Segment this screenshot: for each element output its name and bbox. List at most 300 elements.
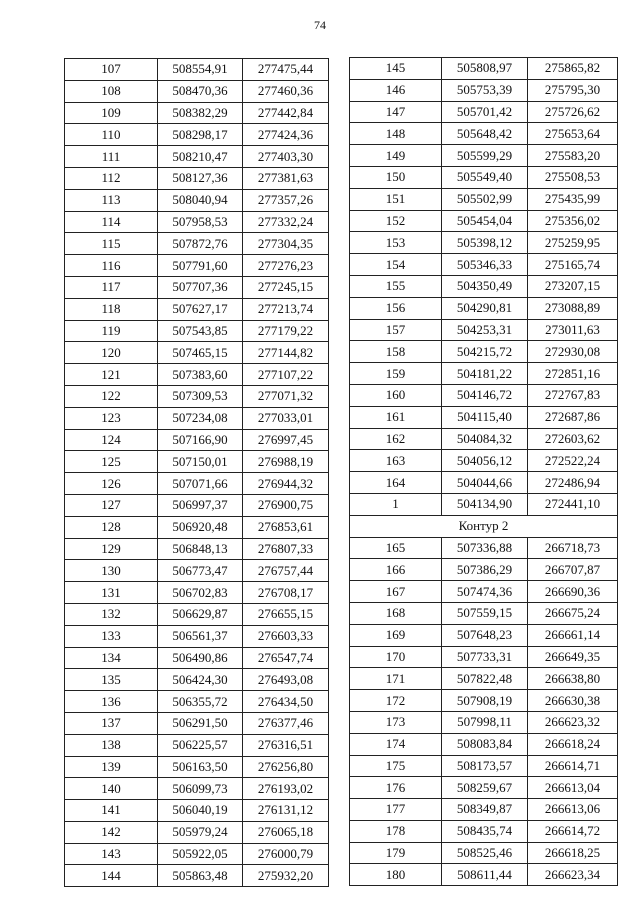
y-coordinate-cell: 272851,16 <box>528 363 618 385</box>
y-coordinate-cell: 277332,24 <box>243 211 329 233</box>
point-number-cell: 180 <box>350 864 442 886</box>
point-number-cell: 122 <box>65 385 158 407</box>
y-coordinate-cell: 266690,36 <box>528 581 618 603</box>
point-number-cell: 157 <box>350 319 442 341</box>
y-coordinate-cell: 266613,04 <box>528 777 618 799</box>
x-coordinate-cell: 508259,67 <box>442 777 528 799</box>
y-coordinate-cell: 266638,80 <box>528 668 618 690</box>
coordinates-table-right-body-part2 <box>350 537 618 886</box>
point-number-cell: 118 <box>65 298 158 320</box>
point-number-cell: 142 <box>65 821 158 843</box>
x-coordinate-cell: 508435,74 <box>442 820 528 842</box>
point-number-cell: 178 <box>350 820 442 842</box>
point-number-cell: 173 <box>350 711 442 733</box>
y-coordinate-cell: 276655,15 <box>243 603 329 625</box>
y-coordinate-cell: 272441,10 <box>528 493 618 515</box>
table-row <box>350 777 618 799</box>
y-coordinate-cell: 277276,23 <box>243 255 329 277</box>
y-coordinate-cell: 266618,24 <box>528 733 618 755</box>
y-coordinate-cell: 276256,80 <box>243 756 329 778</box>
point-number-cell: 164 <box>350 472 442 494</box>
point-number-cell: 115 <box>65 233 158 255</box>
section-header-row <box>350 515 618 537</box>
y-coordinate-cell: 272930,08 <box>528 341 618 363</box>
table-row <box>65 385 329 407</box>
table-row <box>350 537 618 559</box>
point-number-cell: 171 <box>350 668 442 690</box>
x-coordinate-cell: 508554,91 <box>158 59 243 81</box>
table-row <box>65 843 329 865</box>
table-row <box>65 538 329 560</box>
point-number-cell: 144 <box>65 865 158 887</box>
y-coordinate-cell: 277179,22 <box>243 320 329 342</box>
x-coordinate-cell: 505753,39 <box>442 79 528 101</box>
y-coordinate-cell: 275795,30 <box>528 79 618 101</box>
x-coordinate-cell: 506424,30 <box>158 669 243 691</box>
x-coordinate-cell: 506997,37 <box>158 494 243 516</box>
coordinates-table-right <box>349 57 618 886</box>
x-coordinate-cell: 505398,12 <box>442 232 528 254</box>
y-coordinate-cell: 277442,84 <box>243 102 329 124</box>
table-row <box>350 341 618 363</box>
table-row <box>350 450 618 472</box>
point-number-cell: 179 <box>350 842 442 864</box>
y-coordinate-cell: 275508,53 <box>528 166 618 188</box>
y-coordinate-cell: 266675,24 <box>528 602 618 624</box>
table-row <box>350 624 618 646</box>
y-coordinate-cell: 276988,19 <box>243 451 329 473</box>
y-coordinate-cell: 277144,82 <box>243 342 329 364</box>
table-row <box>350 275 618 297</box>
table-row <box>65 778 329 800</box>
point-number-cell: 176 <box>350 777 442 799</box>
table-row <box>350 123 618 145</box>
x-coordinate-cell: 504350,49 <box>442 275 528 297</box>
x-coordinate-cell: 506561,37 <box>158 625 243 647</box>
table-row <box>350 559 618 581</box>
x-coordinate-cell: 507648,23 <box>442 624 528 646</box>
x-coordinate-cell: 506225,57 <box>158 734 243 756</box>
point-number-cell: 156 <box>350 297 442 319</box>
table-row <box>65 451 329 473</box>
x-coordinate-cell: 507559,15 <box>442 602 528 624</box>
x-coordinate-cell: 504290,81 <box>442 297 528 319</box>
y-coordinate-cell: 275259,95 <box>528 232 618 254</box>
table-row <box>65 494 329 516</box>
page-number: 74 <box>314 18 326 32</box>
x-coordinate-cell: 505346,33 <box>442 254 528 276</box>
table-row <box>350 755 618 777</box>
y-coordinate-cell: 277107,22 <box>243 364 329 386</box>
table-row <box>350 145 618 167</box>
table-row <box>350 319 618 341</box>
y-coordinate-cell: 277213,74 <box>243 298 329 320</box>
point-number-cell: 145 <box>350 58 442 80</box>
point-number-cell: 113 <box>65 189 158 211</box>
x-coordinate-cell: 504084,32 <box>442 428 528 450</box>
table-row <box>350 842 618 864</box>
point-number-cell: 128 <box>65 516 158 538</box>
x-coordinate-cell: 505454,04 <box>442 210 528 232</box>
x-coordinate-cell: 506040,19 <box>158 800 243 822</box>
y-coordinate-cell: 276547,74 <box>243 647 329 669</box>
table-row <box>65 255 329 277</box>
point-number-cell: 117 <box>65 276 158 298</box>
y-coordinate-cell: 276997,45 <box>243 429 329 451</box>
y-coordinate-cell: 276757,44 <box>243 560 329 582</box>
table-row <box>350 101 618 123</box>
point-number-cell: 139 <box>65 756 158 778</box>
point-number-cell: 150 <box>350 166 442 188</box>
table-row <box>65 800 329 822</box>
y-coordinate-cell: 266649,35 <box>528 646 618 668</box>
contour-section <box>350 515 618 537</box>
y-coordinate-cell: 275165,74 <box>528 254 618 276</box>
x-coordinate-cell: 505502,99 <box>442 188 528 210</box>
table-row <box>350 472 618 494</box>
point-number-cell: 166 <box>350 559 442 581</box>
table-row <box>65 342 329 364</box>
x-coordinate-cell: 504115,40 <box>442 406 528 428</box>
table-row <box>350 690 618 712</box>
y-coordinate-cell: 277475,44 <box>243 59 329 81</box>
y-coordinate-cell: 277424,36 <box>243 124 329 146</box>
point-number-cell: 177 <box>350 799 442 821</box>
table-row <box>350 254 618 276</box>
table-row <box>65 407 329 429</box>
section-header: Контур 2 <box>350 515 618 537</box>
x-coordinate-cell: 507822,48 <box>442 668 528 690</box>
point-number-cell: 168 <box>350 602 442 624</box>
y-coordinate-cell: 273207,15 <box>528 275 618 297</box>
table-row <box>350 384 618 406</box>
x-coordinate-cell: 508083,84 <box>442 733 528 755</box>
point-number-cell: 147 <box>350 101 442 123</box>
x-coordinate-cell: 507386,29 <box>442 559 528 581</box>
y-coordinate-cell: 277071,32 <box>243 385 329 407</box>
table-row <box>65 516 329 538</box>
table-row <box>350 210 618 232</box>
y-coordinate-cell: 277460,36 <box>243 80 329 102</box>
table-row <box>65 756 329 778</box>
y-coordinate-cell: 276193,02 <box>243 778 329 800</box>
x-coordinate-cell: 505808,97 <box>442 58 528 80</box>
y-coordinate-cell: 272603,62 <box>528 428 618 450</box>
table-row <box>350 58 618 80</box>
point-number-cell: 174 <box>350 733 442 755</box>
point-number-cell: 161 <box>350 406 442 428</box>
table-row <box>65 146 329 168</box>
table-row <box>350 363 618 385</box>
x-coordinate-cell: 508382,29 <box>158 102 243 124</box>
x-coordinate-cell: 508127,36 <box>158 167 243 189</box>
table-row <box>65 298 329 320</box>
table-row <box>65 734 329 756</box>
coordinates-table-left-body <box>65 59 329 887</box>
x-coordinate-cell: 506490,86 <box>158 647 243 669</box>
x-coordinate-cell: 507336,88 <box>442 537 528 559</box>
x-coordinate-cell: 505701,42 <box>442 101 528 123</box>
x-coordinate-cell: 508040,94 <box>158 189 243 211</box>
x-coordinate-cell: 506629,87 <box>158 603 243 625</box>
y-coordinate-cell: 266614,71 <box>528 755 618 777</box>
x-coordinate-cell: 507627,17 <box>158 298 243 320</box>
y-coordinate-cell: 275435,99 <box>528 188 618 210</box>
x-coordinate-cell: 507998,11 <box>442 711 528 733</box>
x-coordinate-cell: 505863,48 <box>158 865 243 887</box>
table-row <box>65 364 329 386</box>
point-number-cell: 143 <box>65 843 158 865</box>
point-number-cell: 170 <box>350 646 442 668</box>
y-coordinate-cell: 266718,73 <box>528 537 618 559</box>
point-number-cell: 140 <box>65 778 158 800</box>
table-row <box>65 124 329 146</box>
point-number-cell: 135 <box>65 669 158 691</box>
y-coordinate-cell: 273011,63 <box>528 319 618 341</box>
point-number-cell: 108 <box>65 80 158 102</box>
y-coordinate-cell: 277033,01 <box>243 407 329 429</box>
point-number-cell: 162 <box>350 428 442 450</box>
x-coordinate-cell: 507791,60 <box>158 255 243 277</box>
table-row <box>350 188 618 210</box>
point-number-cell: 111 <box>65 146 158 168</box>
point-number-cell: 116 <box>65 255 158 277</box>
y-coordinate-cell: 266630,38 <box>528 690 618 712</box>
point-number-cell: 130 <box>65 560 158 582</box>
point-number-cell: 134 <box>65 647 158 669</box>
x-coordinate-cell: 507465,15 <box>158 342 243 364</box>
x-coordinate-cell: 506355,72 <box>158 691 243 713</box>
y-coordinate-cell: 275726,62 <box>528 101 618 123</box>
y-coordinate-cell: 276853,61 <box>243 516 329 538</box>
x-coordinate-cell: 507707,36 <box>158 276 243 298</box>
y-coordinate-cell: 275356,02 <box>528 210 618 232</box>
x-coordinate-cell: 506848,13 <box>158 538 243 560</box>
x-coordinate-cell: 507872,76 <box>158 233 243 255</box>
table-row <box>65 233 329 255</box>
table-row <box>350 864 618 886</box>
x-coordinate-cell: 504181,22 <box>442 363 528 385</box>
x-coordinate-cell: 505549,40 <box>442 166 528 188</box>
x-coordinate-cell: 504215,72 <box>442 341 528 363</box>
point-number-cell: 114 <box>65 211 158 233</box>
x-coordinate-cell: 508173,57 <box>442 755 528 777</box>
y-coordinate-cell: 266618,25 <box>528 842 618 864</box>
x-coordinate-cell: 505648,42 <box>442 123 528 145</box>
table-row <box>65 647 329 669</box>
x-coordinate-cell: 506920,48 <box>158 516 243 538</box>
x-coordinate-cell: 504044,66 <box>442 472 528 494</box>
coordinates-table-left <box>64 58 329 887</box>
point-number-cell: 151 <box>350 188 442 210</box>
table-row <box>65 320 329 342</box>
y-coordinate-cell: 276493,08 <box>243 669 329 691</box>
table-row <box>350 602 618 624</box>
point-number-cell: 124 <box>65 429 158 451</box>
x-coordinate-cell: 508611,44 <box>442 864 528 886</box>
coordinates-table-right-body-part1 <box>350 58 618 516</box>
x-coordinate-cell: 506291,50 <box>158 712 243 734</box>
x-coordinate-cell: 508298,17 <box>158 124 243 146</box>
x-coordinate-cell: 507150,01 <box>158 451 243 473</box>
y-coordinate-cell: 277381,63 <box>243 167 329 189</box>
table-row <box>350 79 618 101</box>
point-number-cell: 152 <box>350 210 442 232</box>
x-coordinate-cell: 507166,90 <box>158 429 243 451</box>
table-row <box>350 428 618 450</box>
y-coordinate-cell: 276944,32 <box>243 473 329 495</box>
y-coordinate-cell: 276000,79 <box>243 843 329 865</box>
point-number-cell: 165 <box>350 537 442 559</box>
y-coordinate-cell: 275932,20 <box>243 865 329 887</box>
point-number-cell: 167 <box>350 581 442 603</box>
point-number-cell: 109 <box>65 102 158 124</box>
point-number-cell: 125 <box>65 451 158 473</box>
x-coordinate-cell: 508525,46 <box>442 842 528 864</box>
point-number-cell: 136 <box>65 691 158 713</box>
table-row <box>65 167 329 189</box>
y-coordinate-cell: 266661,14 <box>528 624 618 646</box>
x-coordinate-cell: 504056,12 <box>442 450 528 472</box>
x-coordinate-cell: 507908,19 <box>442 690 528 712</box>
table-row <box>350 668 618 690</box>
y-coordinate-cell: 272767,83 <box>528 384 618 406</box>
x-coordinate-cell: 506163,50 <box>158 756 243 778</box>
table-row <box>65 211 329 233</box>
table-row <box>350 581 618 603</box>
point-number-cell: 131 <box>65 582 158 604</box>
point-number-cell: 126 <box>65 473 158 495</box>
point-number-cell: 120 <box>65 342 158 364</box>
table-row <box>350 711 618 733</box>
y-coordinate-cell: 272687,86 <box>528 406 618 428</box>
y-coordinate-cell: 276603,33 <box>243 625 329 647</box>
x-coordinate-cell: 504146,72 <box>442 384 528 406</box>
point-number-cell: 132 <box>65 603 158 625</box>
point-number-cell: 110 <box>65 124 158 146</box>
table-row <box>65 625 329 647</box>
table-row <box>65 429 329 451</box>
x-coordinate-cell: 505599,29 <box>442 145 528 167</box>
x-coordinate-cell: 504253,31 <box>442 319 528 341</box>
y-coordinate-cell: 277357,26 <box>243 189 329 211</box>
table-row <box>350 297 618 319</box>
point-number-cell: 169 <box>350 624 442 646</box>
x-coordinate-cell: 507733,31 <box>442 646 528 668</box>
point-number-cell: 163 <box>350 450 442 472</box>
y-coordinate-cell: 266623,34 <box>528 864 618 886</box>
y-coordinate-cell: 272522,24 <box>528 450 618 472</box>
table-row <box>350 406 618 428</box>
y-coordinate-cell: 276377,46 <box>243 712 329 734</box>
y-coordinate-cell: 266623,32 <box>528 711 618 733</box>
point-number-cell: 137 <box>65 712 158 734</box>
point-number-cell: 112 <box>65 167 158 189</box>
point-number-cell: 141 <box>65 800 158 822</box>
point-number-cell: 127 <box>65 494 158 516</box>
point-number-cell: 158 <box>350 341 442 363</box>
x-coordinate-cell: 507383,60 <box>158 364 243 386</box>
table-row <box>350 232 618 254</box>
x-coordinate-cell: 506702,83 <box>158 582 243 604</box>
y-coordinate-cell: 277245,15 <box>243 276 329 298</box>
point-number-cell: 146 <box>350 79 442 101</box>
y-coordinate-cell: 276708,17 <box>243 582 329 604</box>
table-row <box>350 646 618 668</box>
table-row <box>65 102 329 124</box>
point-number-cell: 133 <box>65 625 158 647</box>
y-coordinate-cell: 266707,87 <box>528 559 618 581</box>
x-coordinate-cell: 504134,90 <box>442 493 528 515</box>
y-coordinate-cell: 276434,50 <box>243 691 329 713</box>
x-coordinate-cell: 508349,87 <box>442 799 528 821</box>
table-row <box>65 691 329 713</box>
x-coordinate-cell: 507958,53 <box>158 211 243 233</box>
point-number-cell: 1 <box>350 493 442 515</box>
table-row <box>65 582 329 604</box>
y-coordinate-cell: 266613,06 <box>528 799 618 821</box>
point-number-cell: 107 <box>65 59 158 81</box>
table-row <box>65 669 329 691</box>
table-row <box>65 276 329 298</box>
x-coordinate-cell: 508210,47 <box>158 146 243 168</box>
y-coordinate-cell: 275865,82 <box>528 58 618 80</box>
y-coordinate-cell: 277304,35 <box>243 233 329 255</box>
table-row <box>350 820 618 842</box>
point-number-cell: 175 <box>350 755 442 777</box>
y-coordinate-cell: 273088,89 <box>528 297 618 319</box>
y-coordinate-cell: 276900,75 <box>243 494 329 516</box>
point-number-cell: 148 <box>350 123 442 145</box>
y-coordinate-cell: 276131,12 <box>243 800 329 822</box>
x-coordinate-cell: 507234,08 <box>158 407 243 429</box>
y-coordinate-cell: 275653,64 <box>528 123 618 145</box>
table-row <box>65 821 329 843</box>
point-number-cell: 154 <box>350 254 442 276</box>
y-coordinate-cell: 272486,94 <box>528 472 618 494</box>
point-number-cell: 138 <box>65 734 158 756</box>
point-number-cell: 119 <box>65 320 158 342</box>
y-coordinate-cell: 276807,33 <box>243 538 329 560</box>
y-coordinate-cell: 276065,18 <box>243 821 329 843</box>
x-coordinate-cell: 507474,36 <box>442 581 528 603</box>
table-row <box>65 80 329 102</box>
x-coordinate-cell: 505922,05 <box>158 843 243 865</box>
table-row <box>350 799 618 821</box>
point-number-cell: 153 <box>350 232 442 254</box>
x-coordinate-cell: 507309,53 <box>158 385 243 407</box>
point-number-cell: 129 <box>65 538 158 560</box>
y-coordinate-cell: 275583,20 <box>528 145 618 167</box>
point-number-cell: 121 <box>65 364 158 386</box>
x-coordinate-cell: 507071,66 <box>158 473 243 495</box>
table-row <box>65 712 329 734</box>
table-row <box>65 865 329 887</box>
x-coordinate-cell: 505979,24 <box>158 821 243 843</box>
table-row <box>65 189 329 211</box>
x-coordinate-cell: 506773,47 <box>158 560 243 582</box>
point-number-cell: 172 <box>350 690 442 712</box>
point-number-cell: 159 <box>350 363 442 385</box>
x-coordinate-cell: 507543,85 <box>158 320 243 342</box>
y-coordinate-cell: 266614,72 <box>528 820 618 842</box>
table-row <box>65 560 329 582</box>
table-row <box>350 493 618 515</box>
x-coordinate-cell: 508470,36 <box>158 80 243 102</box>
point-number-cell: 160 <box>350 384 442 406</box>
y-coordinate-cell: 276316,51 <box>243 734 329 756</box>
x-coordinate-cell: 506099,73 <box>158 778 243 800</box>
